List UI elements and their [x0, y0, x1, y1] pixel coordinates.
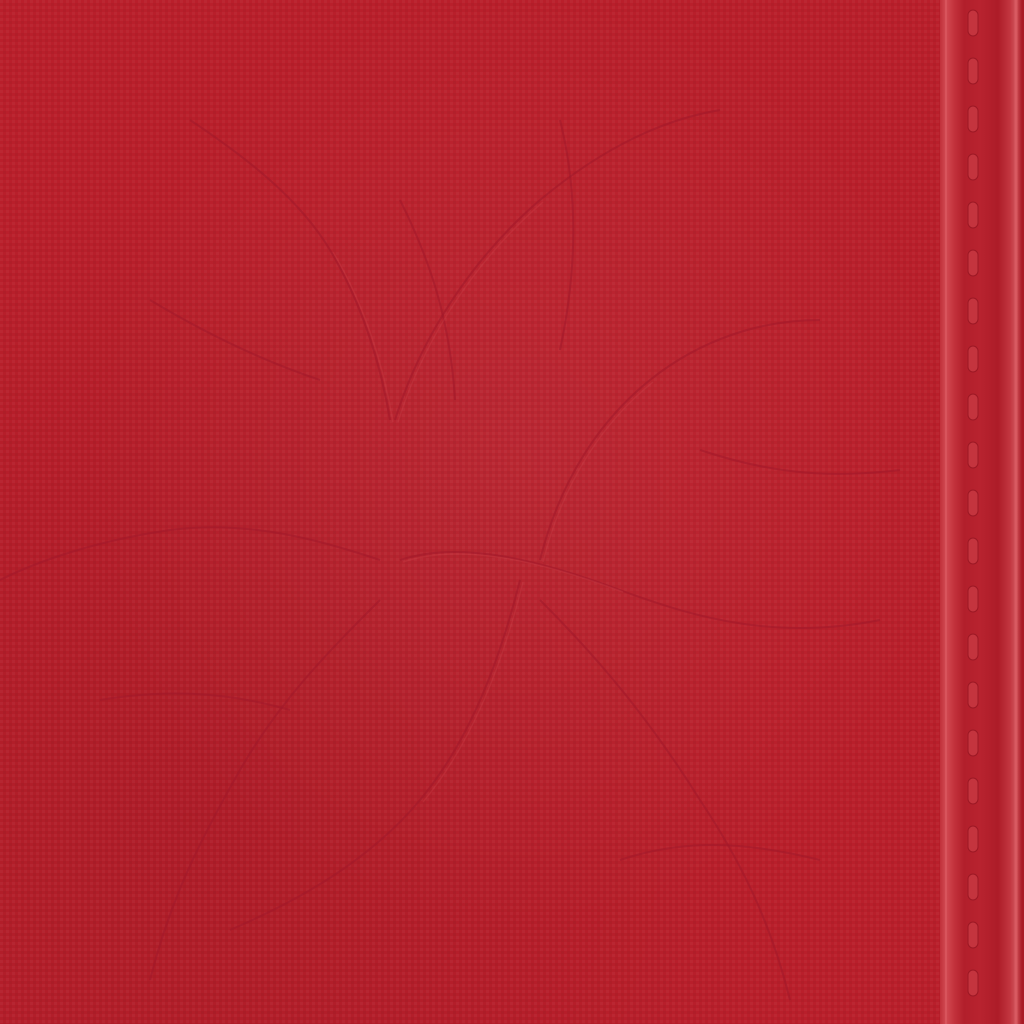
- binding-edge: [940, 0, 1024, 1024]
- stitched-edge: [940, 0, 1024, 1024]
- edge-stitches: [968, 10, 978, 996]
